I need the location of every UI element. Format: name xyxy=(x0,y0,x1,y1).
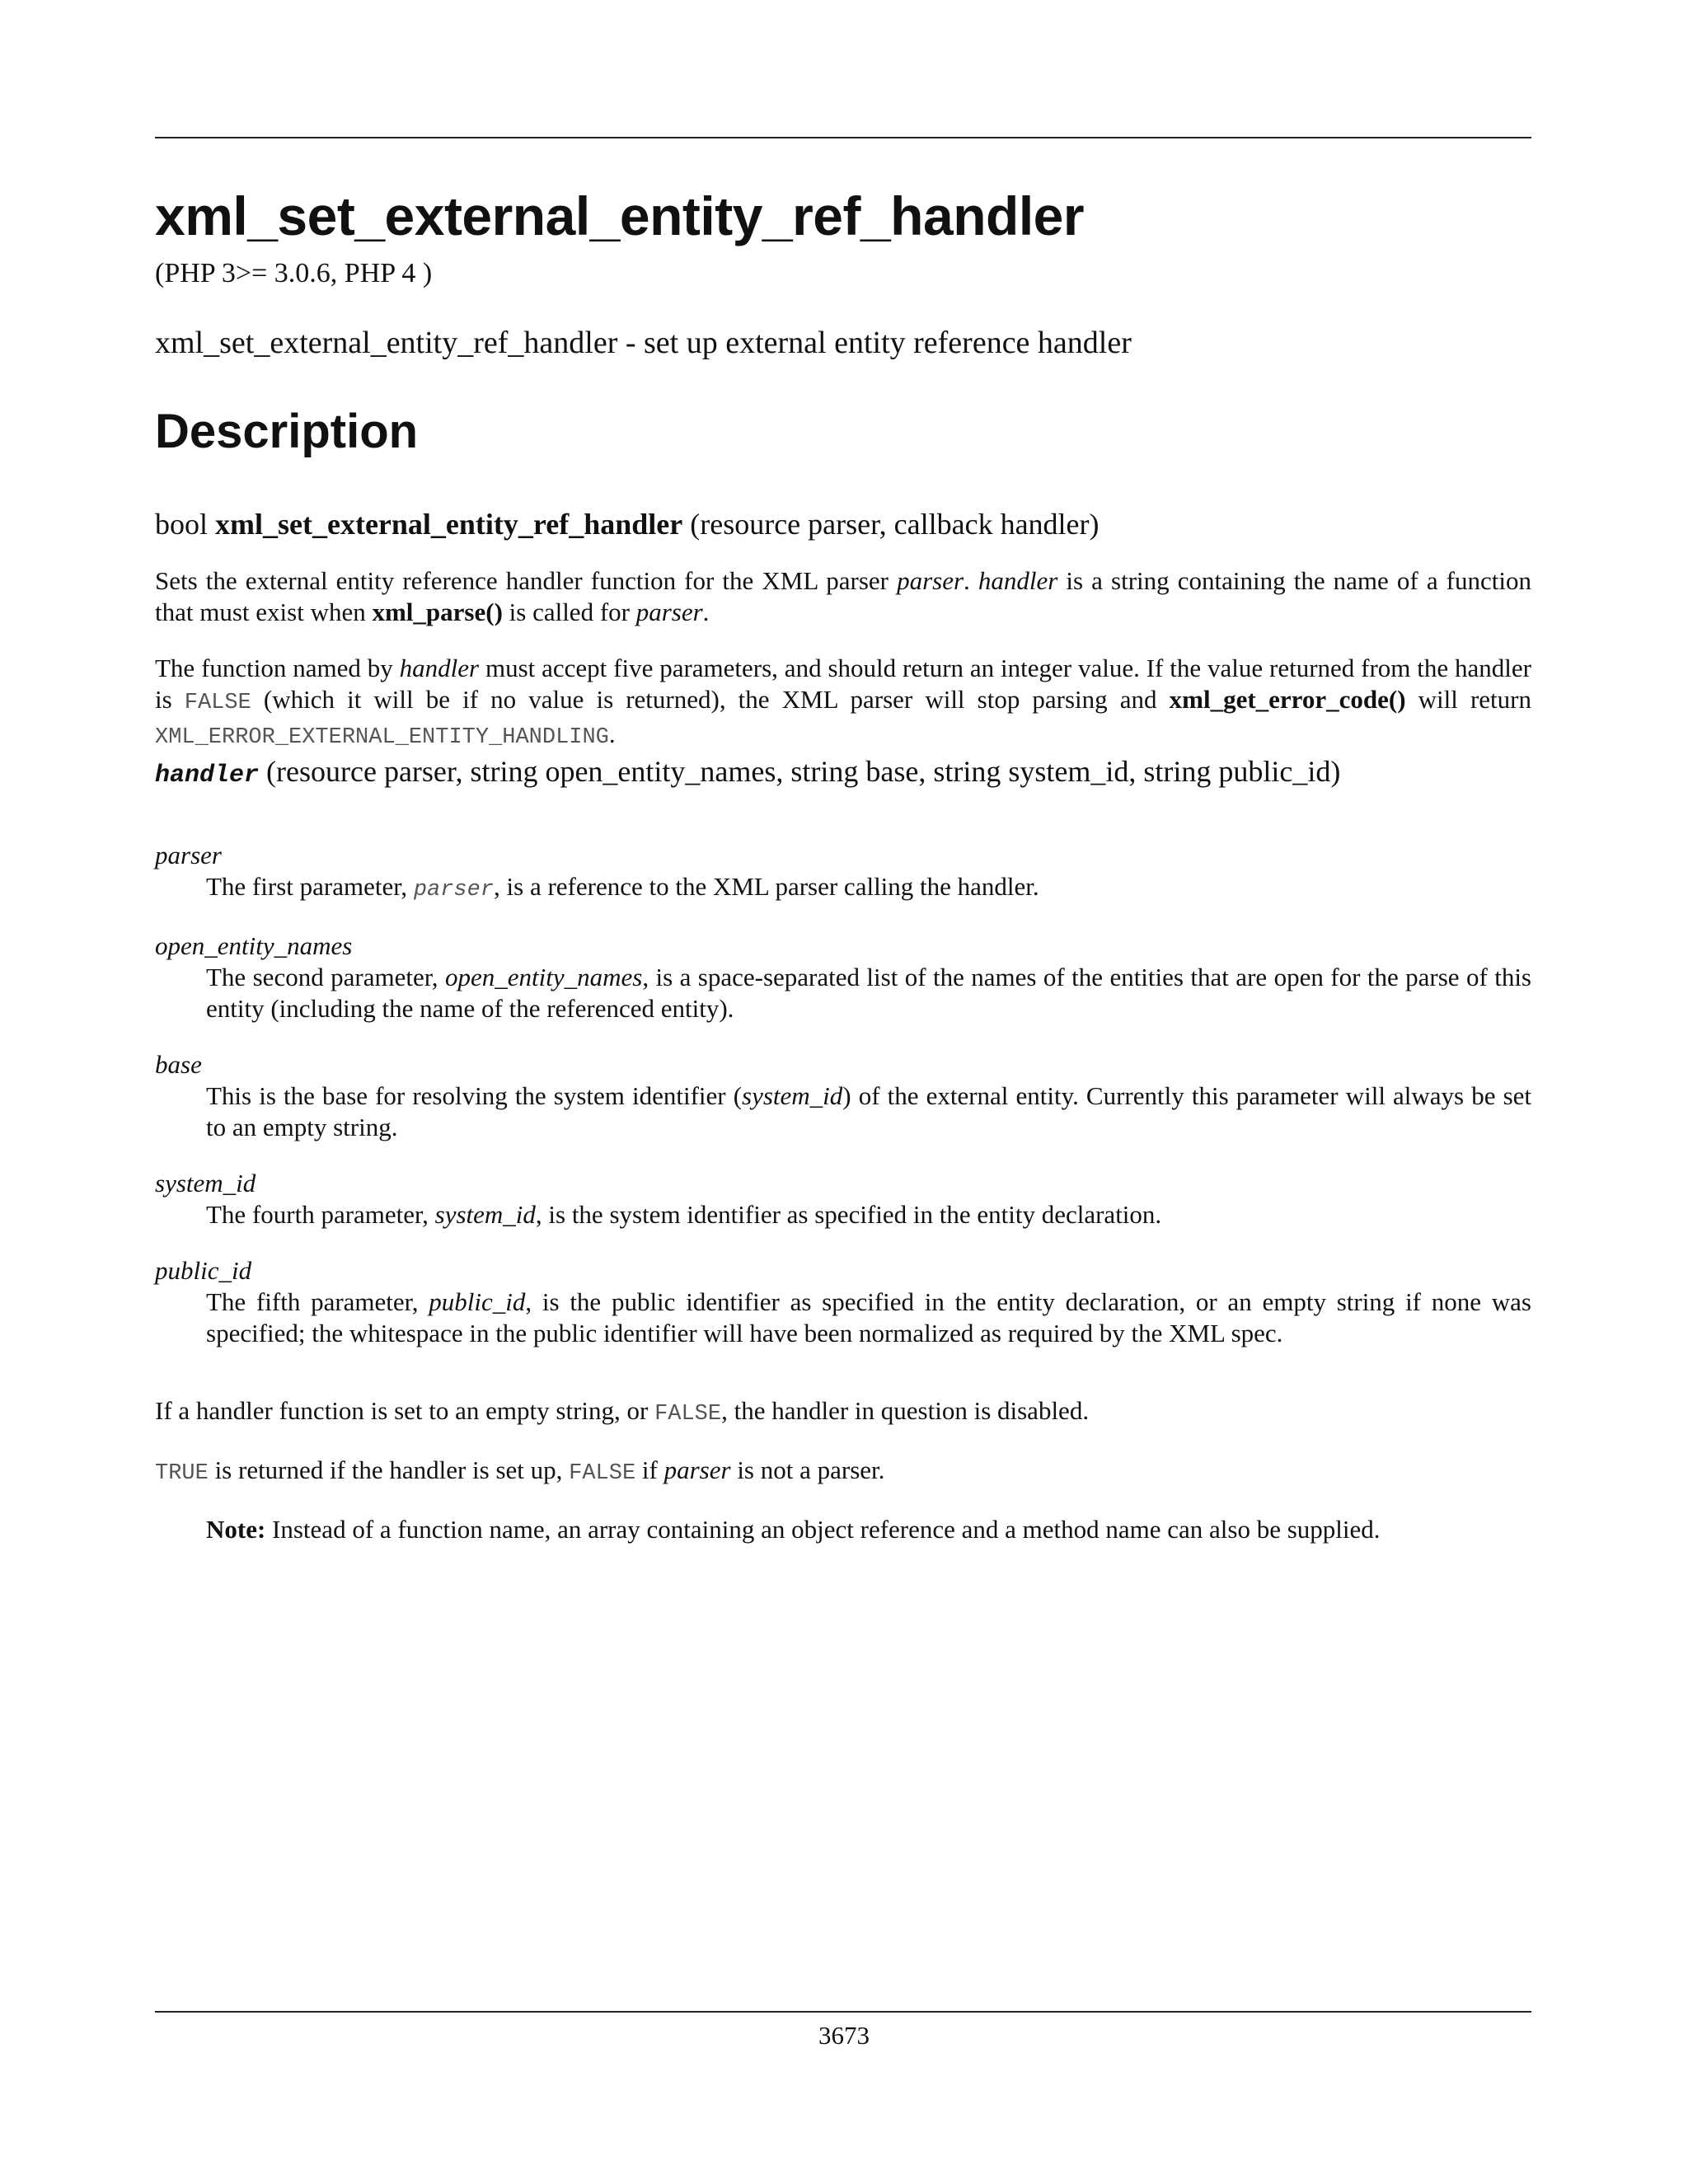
return-type: bool xyxy=(155,508,209,541)
param-description xyxy=(206,1080,1531,1143)
text: If a handler function is set to an empty string, or xyxy=(155,1396,655,1425)
note-label: Note: xyxy=(206,1515,266,1544)
text: is called for xyxy=(502,598,636,626)
text: ) of the external entity. Currently this parameter will always be set to an empty string. xyxy=(206,1081,1532,1141)
text: . xyxy=(702,598,710,626)
function-synopsis xyxy=(155,506,1531,542)
param-ref: open_entity_names xyxy=(444,963,643,991)
paragraph-disable-handler xyxy=(155,1395,1531,1430)
description-body xyxy=(155,506,1531,1570)
handler-synopsis xyxy=(155,753,1531,794)
text: The fourth parameter, xyxy=(206,1200,435,1229)
handler-name: handler xyxy=(155,762,260,790)
handler-params: (resource parser, string open_entity_names, string base, string system_id, string public_id) xyxy=(259,755,1341,788)
text: , the handler in question is disabled. xyxy=(721,1396,1090,1425)
param-term: public_id xyxy=(155,1256,252,1285)
param-term: system_id xyxy=(155,1169,256,1197)
text: will return xyxy=(1405,685,1531,714)
param-description xyxy=(206,1199,1531,1230)
param-description xyxy=(206,1286,1531,1349)
text: must accept five parameters, and should return an integer value. If the value returned from the handler is xyxy=(155,654,1531,714)
param-ref-handler: handler xyxy=(978,566,1058,595)
param-ref: system_id xyxy=(434,1200,536,1229)
version-info: (PHP 3>= 3.0.6, PHP 4 ) xyxy=(155,258,433,288)
bottom-rule xyxy=(155,2011,1531,2013)
text: The first parameter, xyxy=(206,872,414,901)
text: , is a space-separated list of the names of the entities that are open for the parse of this entity (including the name of the referenced entity). xyxy=(206,963,1531,1023)
param-term: open_entity_names xyxy=(155,931,353,960)
function-name: xml_set_external_entity_ref_handler xyxy=(215,508,683,541)
paragraph-handler-return xyxy=(155,653,1531,753)
text: is a string containing the name of a function that must exist when xyxy=(155,566,1531,626)
text: , is a reference to the XML parser calling the handler. xyxy=(494,872,1039,901)
text: . xyxy=(608,719,616,748)
constant-false: FALSE xyxy=(654,1402,722,1427)
note-block xyxy=(206,1514,1531,1545)
page-title: xml_set_external_entity_ref_handler xyxy=(155,185,1085,246)
parameter-list xyxy=(155,840,1531,1349)
text: is not a parser. xyxy=(730,1455,885,1484)
param-ref: public_id xyxy=(429,1287,526,1316)
refname-purpose: xml_set_external_entity_ref_handler - set up external entity reference handler xyxy=(155,326,1132,360)
param-term: parser xyxy=(155,841,222,869)
param-ref-handler: handler xyxy=(399,654,480,682)
param-description xyxy=(206,871,1531,906)
text: The fifth parameter, xyxy=(206,1287,429,1316)
constant-false: FALSE xyxy=(569,1461,636,1486)
text: , is the system identifier as specified in the entity declaration. xyxy=(535,1200,1162,1229)
param-ref-parser: parser xyxy=(635,598,703,626)
param-ref: system_id xyxy=(742,1081,843,1110)
section-heading-description: Description xyxy=(155,405,419,458)
paragraph-return-value xyxy=(155,1455,1531,1489)
text: is returned if the handler is set up, xyxy=(208,1455,570,1484)
param-description xyxy=(206,962,1531,1024)
param-term: base xyxy=(155,1050,202,1079)
note-text: Instead of a function name, an array containing an object reference and a method name can also be supplied. xyxy=(265,1515,1381,1544)
function-ref-xml-parse: xml_parse() xyxy=(372,598,503,626)
function-ref-xml-get-error-code: xml_get_error_code() xyxy=(1169,685,1406,714)
text: . xyxy=(964,566,978,595)
function-params: (resource parser, callback handler) xyxy=(690,508,1100,541)
param-ref-parser: parser xyxy=(897,566,964,595)
param-ref-parser: parser xyxy=(663,1455,731,1484)
paragraph-intro xyxy=(155,565,1531,628)
text: The function named by xyxy=(155,654,400,682)
text: This is the base for resolving the system identifier ( xyxy=(206,1081,743,1110)
constant-true: TRUE xyxy=(155,1461,209,1486)
param-ref: parser xyxy=(413,878,495,902)
text: The second parameter, xyxy=(206,963,445,991)
constant-false: FALSE xyxy=(184,691,251,715)
top-rule xyxy=(155,137,1531,138)
constant-error-external-entity: XML_ERROR_EXTERNAL_ENTITY_HANDLING xyxy=(155,725,609,750)
text: (which it will be if no value is returned), the XML parser will stop parsing and xyxy=(251,685,1170,714)
page-number: 3673 xyxy=(818,2021,870,2050)
text: Sets the external entity reference handler function for the XML parser xyxy=(155,566,898,595)
text: , is the public identifier as specified in the entity declaration, or an empty string if none was specified; the whitespace in the public identifier will have been normalized as required by the XML spec. xyxy=(206,1287,1531,1347)
text: if xyxy=(635,1455,664,1484)
